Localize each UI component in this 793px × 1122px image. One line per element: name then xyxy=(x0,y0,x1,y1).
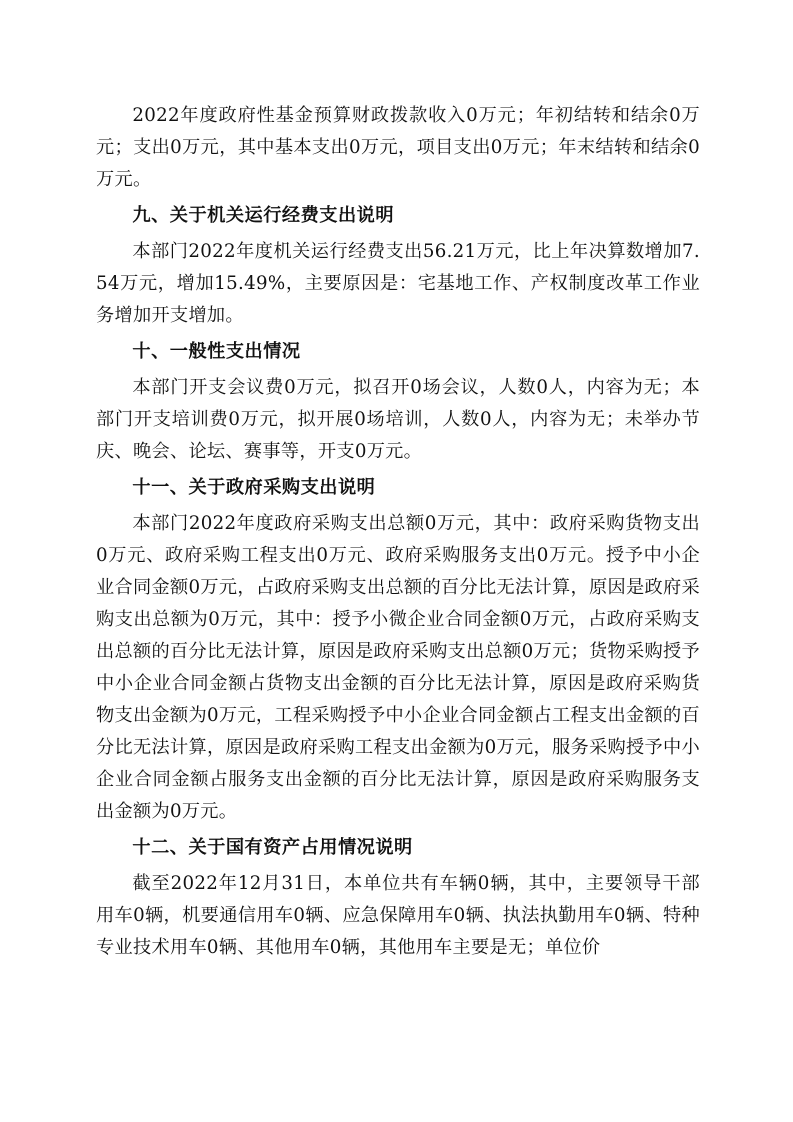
section-heading-10: 十、一般性支出情况 xyxy=(132,341,301,362)
paragraph-procurement: 本部门2022年度政府采购支出总额0万元，其中：政府采购货物支出0万元、政府采购工程支出0万元、政府采购服务支出0万元。授予中小企业合同金额0万元，占政府采购支出总额的百分比无法计算，原因是政府采购支出总额为0万元，其中：授予小微企业合同金额0万元，占政府采购支出总额的百分比无法计算，原因是政府采购支出总额0万元；货物采购授予中小企业合同金额占货物支出金额的百分比无法计算，原因是政府采购货物支出金额为0万元，工程采购授予中小企业合同金额占工程支出金额的百分比无法计算，原因是政府采购工程支出金额为0万元，服务采购授予中小企业合同金额占服务支出金额的百分比无法计算，原因是政府采购服务支出金额为0万元。 xyxy=(96,513,700,822)
section-heading-11: 十一、关于政府采购支出说明 xyxy=(132,477,376,498)
paragraph-operating-expenses: 本部门2022年度机关运行经费支出56.21万元，比上年决算数增加7.54万元，增加15.49%，主要原因是：宅基地工作、产权制度改革工作业务增加开支增加。 xyxy=(96,241,700,326)
document-page xyxy=(96,100,700,968)
paragraph-state-assets: 截至2022年12月31日，本单位共有车辆0辆，其中，主要领导干部用车0辆，机要通信用车0辆、应急保障用车0辆、执法执勤用车0辆、特种专业技术用车0辆、其他用车0辆，其他用车主要是无；单位价 xyxy=(96,873,700,958)
section-heading-12: 十二、关于国有资产占用情况说明 xyxy=(132,837,413,858)
section-heading-9: 九、关于机关运行经费支出说明 xyxy=(132,205,395,226)
paragraph-general-expenses: 本部门开支会议费0万元，拟召开0场会议，人数0人，内容为无；本部门开支培训费0万元，拟开展0场培训，人数0人，内容为无；未举办节庆、晚会、论坛、赛事等，开支0万元。 xyxy=(96,377,700,462)
paragraph-government-fund-budget: 2022年度政府性基金预算财政拨款收入0万元；年初结转和结余0万元；支出0万元，其中基本支出0万元，项目支出0万元；年末结转和结余0万元。 xyxy=(96,105,700,190)
